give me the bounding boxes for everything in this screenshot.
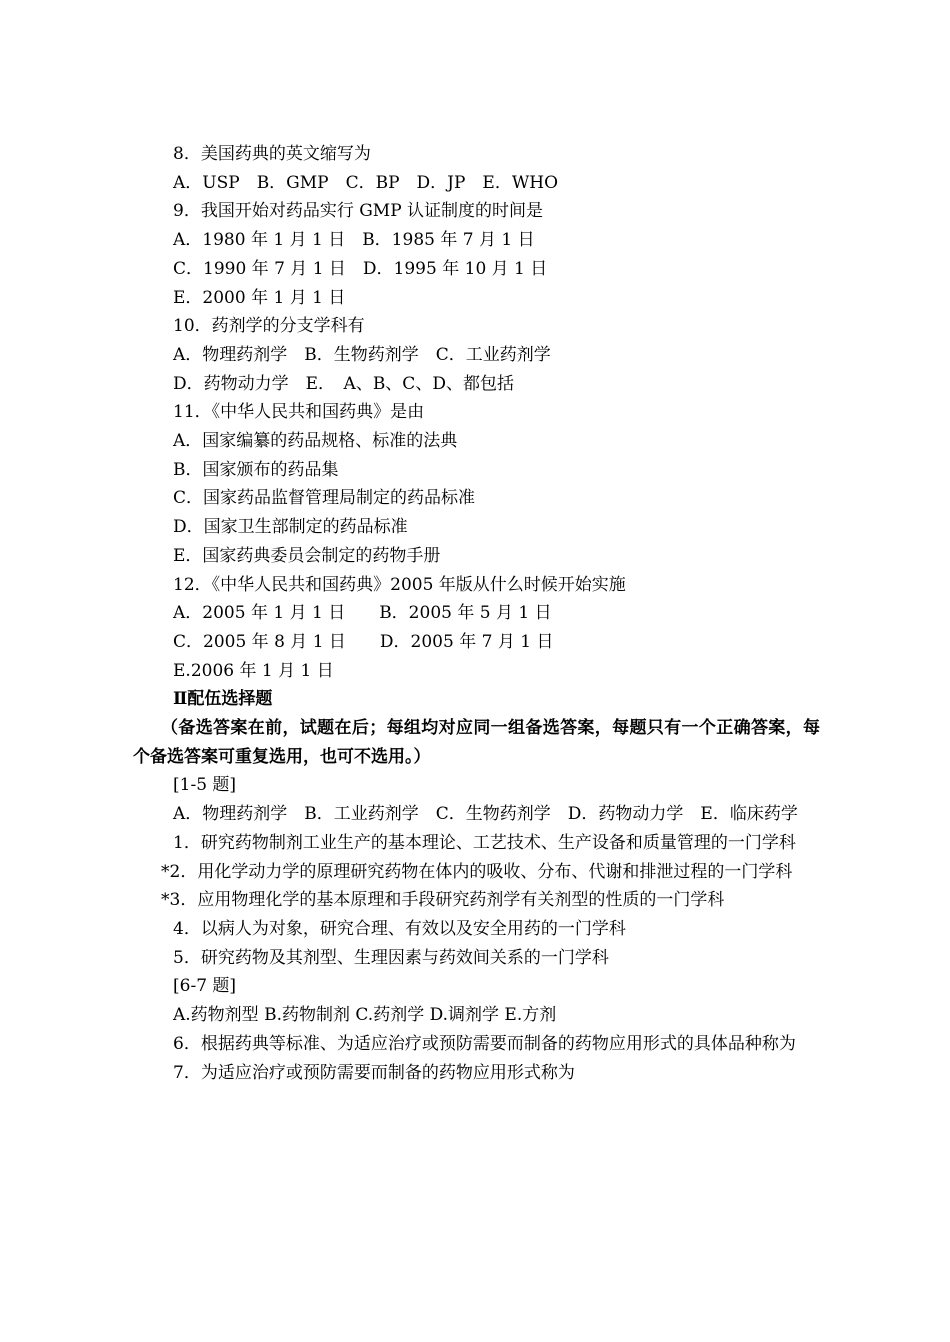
text-line: 11．《中华人民共和国药典》是由 [173,402,425,423]
text-line: A．USP B．GMP C．BP D．JP E．WHO [173,172,559,193]
text-line: C．2005 年 8 月 1 日 D．2005 年 7 月 1 日 [173,631,554,652]
text-paragraph: *3．应用物理化学的基本原理和手段研究药剂学有关剂型的性质的一门学科 [161,890,725,911]
text-line: A．2005 年 1 月 1 日 B．2005 年 5 月 1 日 [173,603,552,624]
text-line: A．国家编纂的药品规格、标准的法典 [173,431,458,452]
text-line: D．国家卫生部制定的药品标准 [173,517,408,538]
text-line: A．物理药剂学 B．生物药剂学 C．工业药剂学 [173,344,551,365]
text-line: E.2006 年 1 月 1 日 [173,660,334,681]
text-paragraph: 7．为适应治疗或预防需要而制备的药物应用形式称为 [173,1062,575,1083]
text-line: A．1980 年 1 月 1 日 B．1985 年 7 月 1 日 [173,230,535,251]
text-line: 12．《中华人民共和国药典》2005 年版从什么时候开始实施 [173,574,626,595]
section-heading: Ⅱ配伍选择题 [173,689,273,710]
text-paragraph: A．物理药剂学 B．工业药剂学 C．生物药剂学 D．药物动力学 E．临床药学 [173,804,798,825]
text-line: 10．药剂学的分支学科有 [173,316,365,337]
matching-section [133,714,820,1087]
text-paragraph: 5．研究药物及其剂型、生理因素与药效间关系的一门学科 [173,947,609,968]
instruction-text: （备选答案在前，试题在后；每组均对应同一组备选答案，每题只有一个正确答案，每个备选答案可重复选用，也可不选用。） [133,718,820,767]
text-line: 8．美国药典的英文缩写为 [173,144,371,164]
text-paragraph: 6．根据药典等标准、为适应治疗或预防需要而制备的药物应用形式的具体品种称为 [173,1033,796,1054]
text-paragraph: 1．研究药物制剂工业生产的基本理论、工艺技术、生产设备和质量管理的一门学科 [173,832,796,853]
text-line: B．国家颁布的药品集 [173,459,339,480]
text-paragraph: 4．以病人为对象，研究合理、有效以及安全用药的一门学科 [173,918,626,939]
question-list [133,140,820,714]
text-line: C．国家药品监督管理局制定的药品标准 [173,488,476,509]
text-line: E．2000 年 1 月 1 日 [173,287,346,308]
text-paragraph: *2．用化学动力学的原理研究药物在体内的吸收、分布、代谢和排泄过程的一门学科 [161,861,793,882]
text-line: E．国家药典委员会制定的药物手册 [173,545,441,566]
text-paragraph: A.药物剂型 B.药物制剂 C.药剂学 D.调剂学 E.方剂 [173,1005,557,1026]
text-line: D．药物动力学 E． A、B、C、D、都包括 [173,373,514,394]
text-paragraph: [6-7 题] [173,976,237,997]
text-line: 9．我国开始对药品实行 GMP 认证制度的时间是 [173,201,544,222]
text-paragraph: [1-5 题] [173,775,237,796]
text-line: C．1990 年 7 月 1 日 D．1995 年 10 月 1 日 [173,258,548,279]
